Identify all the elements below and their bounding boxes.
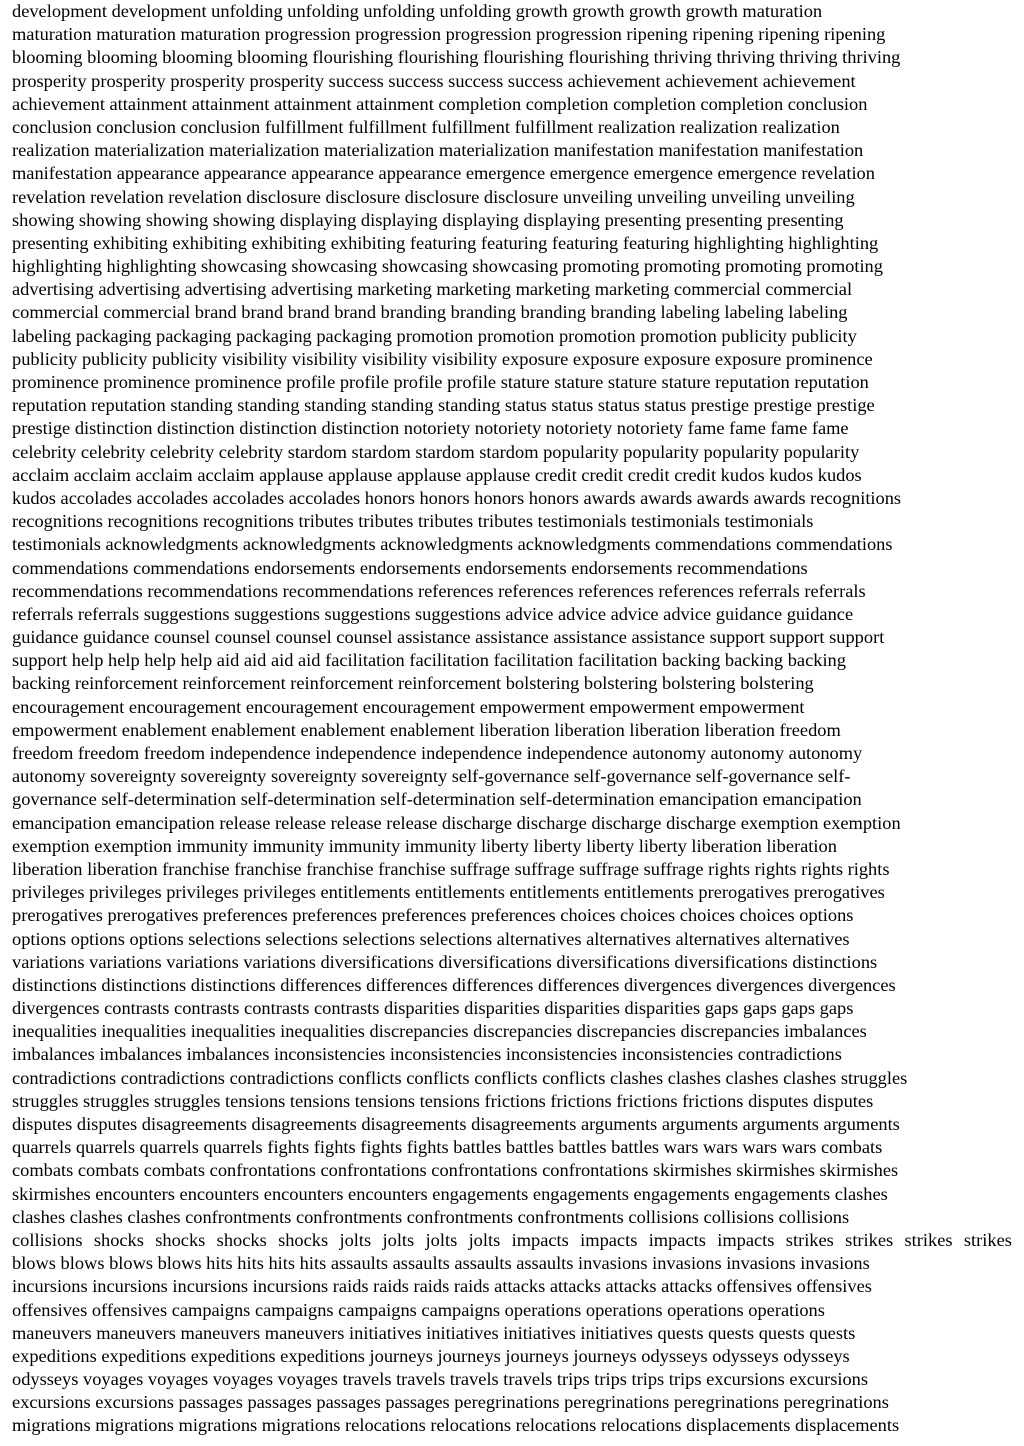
text-line: skirmishes encounters encounters encounters encounters engagements engagements engagements engagements clashes bbox=[12, 1183, 888, 1204]
text-line: inequalities inequalities inequalities inequalities discrepancies discrepancies discrepancies discrepancies imbalances bbox=[12, 1021, 867, 1042]
text-line: expeditions expeditions expeditions expeditions journeys journeys journeys journeys odysseys odysseys odysseys bbox=[12, 1345, 850, 1366]
text-line: blows blows blows blows hits hits hits hits assaults assaults assaults assaults invasions invasions invasions invasions bbox=[12, 1253, 870, 1274]
text-line: commercial commercial brand brand brand brand branding branding branding branding labeling labeling labeling bbox=[12, 302, 848, 323]
text-line: excursions excursions passages passages passages passages peregrinations peregrinations peregrinations peregrinations bbox=[12, 1392, 889, 1413]
text-line: liberation liberation franchise franchise franchise franchise suffrage suffrage suffrage suffrage rights rights rights rights bbox=[12, 858, 890, 879]
text-line: development development unfolding unfolding unfolding unfolding growth growth growth growth maturation bbox=[12, 1, 823, 21]
text-line: incursions incursions incursions incursions raids raids raids raids attacks attacks attacks attacks offensives offensives bbox=[12, 1276, 872, 1297]
text-line: prosperity prosperity prosperity prosperity success success success success achievement achievement achievement bbox=[12, 70, 856, 91]
text-line: support help help help help aid aid aid aid facilitation facilitation facilitation facilitation backing backing backing bbox=[12, 650, 846, 671]
text-line: prestige distinction distinction distinction distinction notoriety notoriety notoriety notoriety fame fame fame fame bbox=[12, 418, 849, 439]
text-line: conclusion conclusion conclusion fulfillment fulfillment fulfillment fulfillment realization realization realization bbox=[12, 116, 840, 137]
text-line: acclaim acclaim acclaim acclaim applause applause applause applause credit credit credit credit kudos kudos kudos bbox=[12, 464, 862, 485]
text-line: backing reinforcement reinforcement reinforcement reinforcement bolstering bolstering bolstering bolstering bbox=[12, 673, 814, 694]
text-line: achievement attainment attainment attainment attainment completion completion completion completion conclusion bbox=[12, 93, 868, 114]
text-line: governance self-determination self-determination self-determination self-determination emancipation emancipation bbox=[12, 789, 862, 810]
text-line: labeling packaging packaging packaging packaging promotion promotion promotion promotion publicity publicity bbox=[12, 325, 857, 346]
text-line: distinctions distinctions distinctions differences differences differences differences divergences divergences divergences bbox=[12, 974, 896, 995]
text-line: guidance guidance counsel counsel counsel counsel assistance assistance assistance assistance support support support bbox=[12, 627, 885, 648]
text-line: migrations migrations migrations migrations relocations relocations relocations relocations displacements displacements bbox=[12, 1415, 900, 1436]
text-line: exemption exemption immunity immunity immunity immunity liberty liberty liberty liberty liberation liberation bbox=[12, 835, 837, 856]
text-line: advertising advertising advertising advertising marketing marketing marketing marketing commercial commercial bbox=[12, 279, 853, 300]
text-line: prerogatives prerogatives preferences preferences preferences preferences choices choices choices choices options bbox=[12, 905, 854, 926]
text-line: highlighting highlighting showcasing showcasing showcasing showcasing promoting promoting promoting promoting bbox=[12, 256, 883, 277]
text-line: recommendations recommendations recommendations references references references references referrals referrals bbox=[12, 580, 866, 601]
text-line: imbalances imbalances imbalances inconsistencies inconsistencies inconsistencies inconsistencies contradictions bbox=[12, 1044, 842, 1065]
text-line: empowerment enablement enablement enablement enablement liberation liberation liberation liberation freedom bbox=[12, 719, 841, 740]
text-line: clashes clashes clashes confrontments confrontments confrontments confrontments collisions collisions collisions bbox=[12, 1206, 850, 1227]
text-line: odysseys voyages voyages voyages voyages travels travels travels travels trips trips trips trips excursions excursions bbox=[12, 1369, 869, 1390]
text-line: contradictions contradictions contradictions conflicts conflicts conflicts conflicts clashes clashes clashes clashes struggles bbox=[12, 1067, 908, 1088]
text-line: offensives offensives campaigns campaigns campaigns campaigns operations operations operations operations bbox=[12, 1299, 825, 1320]
text-line: emancipation emancipation release release release release discharge discharge discharge discharge exemption exemption bbox=[12, 812, 901, 833]
text-line: quarrels quarrels quarrels quarrels fights fights fights fights battles battles battles battles wars wars wars wars combats bbox=[12, 1137, 883, 1158]
text-line: privileges privileges privileges privileges entitlements entitlements entitlements entitlements prerogatives prerogatives bbox=[12, 882, 885, 903]
text-line: testimonials acknowledgments acknowledgments acknowledgments acknowledgments commendations commendations bbox=[12, 534, 893, 555]
text-line: showing showing showing showing displaying displaying displaying displaying presenting presenting presenting bbox=[12, 209, 844, 230]
document-body-text bbox=[12, 0, 1012, 1438]
text-line: kudos accolades accolades accolades accolades honors honors honors honors awards awards awards awards recognitions bbox=[12, 487, 902, 508]
text-line: presenting exhibiting exhibiting exhibiting exhibiting featuring featuring featuring featuring highlighting highlighting bbox=[12, 232, 879, 253]
text-line: manifestation appearance appearance appearance appearance emergence emergence emergence emergence revelation bbox=[12, 163, 875, 184]
text-line: prominence prominence prominence profile profile profile profile stature stature stature stature reputation reputation bbox=[12, 372, 869, 392]
text-line: revelation revelation revelation disclosure disclosure disclosure disclosure unveiling unveiling unveiling unveiling bbox=[12, 186, 855, 207]
text-line: collisions shocks shocks shocks shocks jolts jolts jolts jolts impacts impacts impacts impacts strikes strikes strikes strikes bbox=[12, 1229, 1012, 1250]
text-line: maneuvers maneuvers maneuvers maneuvers initiatives initiatives initiatives initiatives quests quests quests quests bbox=[12, 1322, 856, 1343]
text-line: divergences contrasts contrasts contrasts contrasts disparities disparities disparities disparities gaps gaps gaps gaps bbox=[12, 998, 854, 1019]
text-line: struggles struggles struggles tensions tensions tensions tensions frictions frictions frictions frictions disputes disputes bbox=[12, 1090, 874, 1111]
text-line: realization materialization materialization materialization materialization manifestation manifestation manifestation bbox=[12, 140, 864, 161]
text-line: celebrity celebrity celebrity celebrity stardom stardom stardom stardom popularity popularity popularity popularity bbox=[12, 441, 860, 462]
text-line: combats combats combats confrontations confrontations confrontations confrontations skirmishes skirmishes skirmishes bbox=[12, 1160, 899, 1181]
text-line: autonomy sovereignty sovereignty sovereignty sovereignty self-governance self-governance self-governance self- bbox=[12, 766, 851, 787]
text-line: reputation reputation standing standing standing standing standing status status status status prestige prestige prestige bbox=[12, 395, 875, 416]
text-line: maturation maturation maturation progression progression progression progression ripening ripening ripening ripening bbox=[12, 24, 886, 45]
text-line: publicity publicity publicity visibility visibility visibility visibility exposure exposure exposure exposure prominence bbox=[12, 348, 873, 369]
text-line: blooming blooming blooming blooming flourishing flourishing flourishing flourishing thriving thriving thriving thriving bbox=[12, 47, 901, 68]
text-line: referrals referrals suggestions suggestions suggestions suggestions advice advice advice advice guidance guidance bbox=[12, 603, 854, 624]
text-line: commendations commendations endorsements endorsements endorsements endorsements recommendations bbox=[12, 557, 808, 578]
text-line: encouragement encouragement encouragement encouragement empowerment empowerment empowerment bbox=[12, 696, 805, 717]
text-line: disputes disputes disagreements disagreements disagreements disagreements arguments arguments arguments arguments bbox=[12, 1114, 900, 1134]
text-line: recognitions recognitions recognitions tributes tributes tributes tributes testimonials testimonials testimonials bbox=[12, 511, 814, 532]
text-line: freedom freedom freedom independence independence independence independence autonomy autonomy autonomy bbox=[12, 743, 863, 763]
text-line: variations variations variations variations diversifications diversifications diversifications diversifications distinctions bbox=[12, 951, 878, 972]
text-line: options options options selections selections selections selections alternatives alternatives alternatives alternatives bbox=[12, 928, 850, 949]
